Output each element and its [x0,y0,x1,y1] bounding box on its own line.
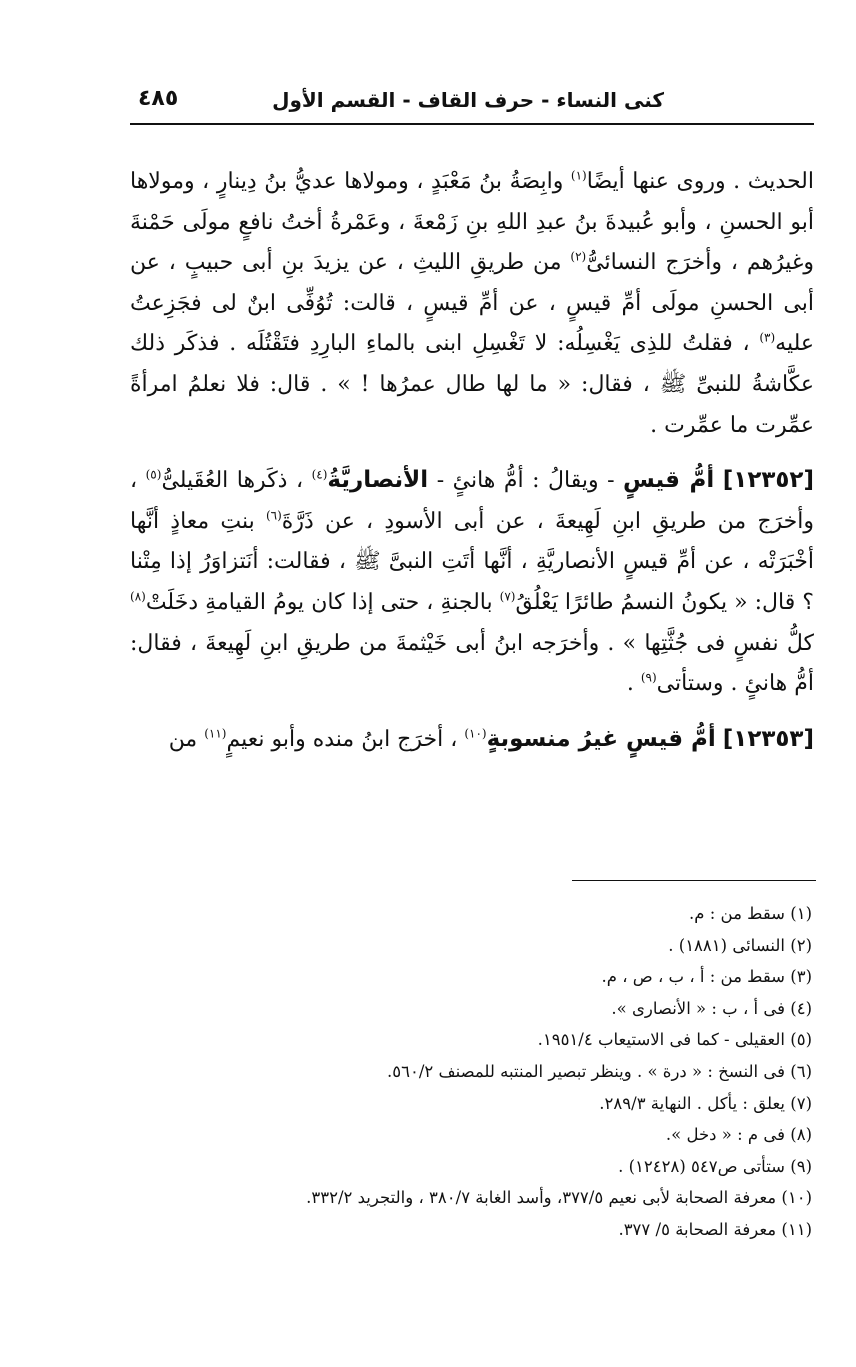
footnote-ref: (٤) [311,467,328,482]
footnote-ref: (٣) [759,331,776,346]
footnote: (١١) معرفة الصحابة ٥/ ٣٧٧. [618,1219,812,1239]
entry-number: [١٢٣٥٢] [722,467,814,494]
footnote-ref: (١) [570,168,587,183]
footnote-ref: (٦) [265,508,282,523]
text-run: من [168,726,205,752]
paragraph [130,162,814,446]
entry-number: [١٢٣٥٣] [722,725,814,752]
text-run: بالجنةِ ، حتى إذا كان يومُ القيامةِ دخَلَتْ [145,589,500,615]
entry-name: الأنصاريَّةُ [327,467,429,494]
text-run: - ويقالُ : أمُّ هانئٍ - [428,468,624,494]
text-run: كلُّ نفسٍ فى جُثَّتِها » . وأخرَجه ابنُ أبى خَيْثمةَ من طريقِ ابنِ لَهِيعةَ ، فقال: أمُّ هانئٍ . وستأتى [130,630,814,697]
text-run: ، فقلتُ للذِى يَغْسِلُه: لا تَغْسِلِ ابنى بالماءِ البارِدِ فتَقْتُلَه . فذكَر ذلك عكَّاشةُ للنبىِّ ﷺ ، فقال: « ما لها طال عمرُها ! » . قال: فلا نعلمُ امرأةً عمِّرت ما عمِّرت . [130,331,814,438]
footnote: (٥) العقيلى - كما فى الاستيعاب ١٩٥١/٤. [537,1030,812,1050]
running-header [128,82,814,122]
main-text [130,162,814,760]
text-run: من طريقِ الليثِ ، عن يزيدَ بنِ أبى حبيبٍ ، عن أبى الحسنِ مولَى أمِّ قيسٍ ، عن أمِّ قيسٍ ، قالت: تُوُفِّى ابنٌ لى فجَزِعتُ عليه [130,250,814,357]
footnote-rule [572,880,816,881]
text-run: ، ذكَرها العُقَيلىُّ [161,468,312,494]
footnote-ref: (٢) [570,249,587,264]
entry-name: أمُّ قيسٍ غيرُ منسوبةٍ [486,725,716,752]
footnotes [150,898,812,1246]
entry-name: أمُّ قيسٍ [623,467,715,494]
text-run: . [626,671,641,697]
footnote: (٣) سقط من : أ ، ب ، ص ، م. [601,967,812,987]
text-run: بنتِ معاذٍ أنَّها أخْبَرَتْه ، عن أمِّ قيسٍ الأنصاريَّةِ ، أنَّها أتَتِ النبىَّ ﷺ ، فقالت: أنَتزاوَرُ إذا مِتْنا ؟ قال: « يكونُ النسمُ طائرًا يَعْلُقُ [130,508,814,615]
header-rule [130,123,814,125]
footnote: (٧) يعلق : يأكل . النهاية ٢٨٩/٣. [599,1093,812,1113]
text-run: الحديث . وروى عنها أيضًا [586,169,814,194]
footnote: (٤) فى أ ، ب : « الأنصارى ». [611,998,812,1018]
paragraph [130,719,814,761]
footnote-ref: (٥) [145,467,162,482]
footnote-ref: (٨) [130,589,146,604]
footnote-ref: (٩) [640,670,657,685]
text-run [714,468,723,493]
text-run: وابِصَةُ بنُ مَعْبَدٍ ، ومولاها عديُّ بنُ دِينارٍ ، ومولاها أبو الحسنِ ، وأبو عُبيدةَ بنُ عبدِ اللهِ بنِ زَمْعةَ ، وعَمْرةُ أختُ نافعٍ مولَى حَمْنةَ وغيرُهم ، وأخرَج النسائىُّ [130,169,815,276]
footnote: (٢) النسائى (١٨٨١) . [668,935,812,955]
paragraph [130,460,814,705]
text-run: ، أخرَج ابنُ منده وأبو نعيمٍ [226,726,465,752]
footnote: (٩) ستأتى ص٥٤٧ (١٢٤٢٨) . [618,1156,812,1176]
text-run [716,727,723,752]
page-number: ٤٨٥ [138,86,179,111]
text-run: ، وأخرَج من طريقِ ابنِ لَهِيعةَ ، عن أبى الأسودِ ، عن ذَرَّةَ [130,468,814,534]
footnote: (٦) فى النسخ : « درة » . وينظر تبصير المنتبه للمصنف ٥٦٠/٢. [387,1061,812,1081]
footnote: (٨) فى م : « دخل ». [665,1125,812,1145]
footnote: (١٠) معرفة الصحابة لأبى نعيم ٣٧٧/٥، وأسد الغابة ٣٨٠/٧ ، والتجريد ٣٣٢/٢. [306,1188,812,1208]
footnote-ref: (١١) [204,726,227,741]
footnote: (١) سقط من : م. [689,904,812,923]
footnote-ref: (٧) [499,589,516,604]
running-title: كنى النساء - حرف القاف - القسم الأول [272,88,664,112]
footnote-ref: (١٠) [464,726,487,741]
